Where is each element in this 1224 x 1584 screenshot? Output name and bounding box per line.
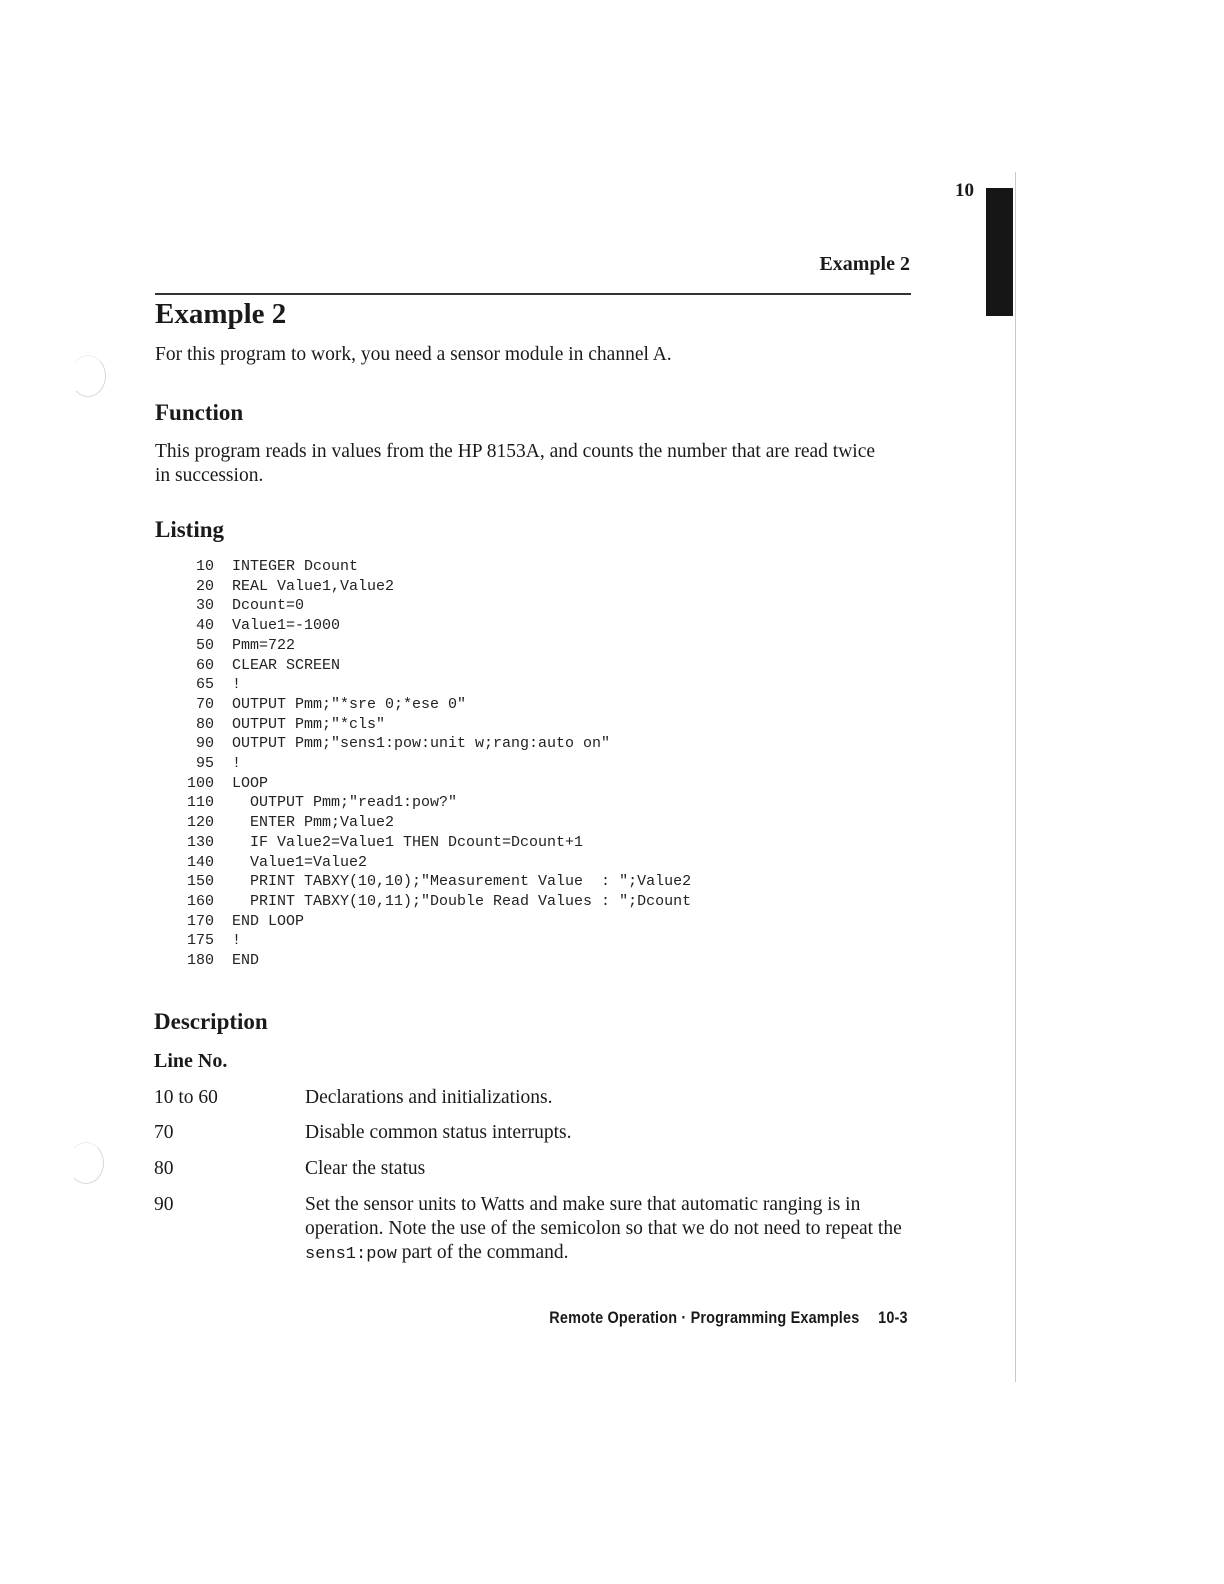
code-line-number: 110 [186,794,214,812]
code-line [170,715,691,735]
chapter-tab-marker [986,188,1013,316]
code-line [170,872,691,892]
binder-hole [70,355,106,397]
description-line-number: 70 [154,1122,174,1143]
code-line [170,616,691,636]
code-line-number: 120 [186,814,214,832]
description-heading: Description [154,1009,268,1034]
description-text-part: part of the command. [396,1242,569,1263]
code-line-number: 160 [186,892,214,910]
code-line [170,793,691,813]
code-line-number: 150 [186,873,214,891]
code-line [170,695,691,715]
code-line-text: CLEAR SCREEN [232,656,341,674]
description-text: Declarations and initializations. [305,1087,553,1108]
code-line-number: 80 [195,715,214,733]
code-line-number: 10 [195,558,214,575]
description-row [154,1193,914,1267]
code-line-number: 170 [186,912,214,930]
code-line [170,774,691,794]
line-number-column-heading: Line No. [154,1050,228,1072]
function-heading: Function [155,400,244,425]
code-line-text: REAL Value1,Value2 [232,577,395,595]
code-line-text: Value1=-1000 [232,617,341,635]
code-line [170,912,691,932]
description-text: Disable common status interrupts. [305,1122,572,1143]
footer-page-number: 10-3 [878,1308,908,1327]
code-line-number: 20 [195,577,214,595]
description-row [154,1157,914,1181]
code-line-text: ! [232,676,242,694]
description-row [154,1086,914,1110]
description-text: Clear the status [305,1158,426,1179]
code-line-text: Dcount=0 [232,597,305,615]
listing-heading: Listing [155,517,225,542]
code-line-number: 95 [195,755,214,773]
code-line-number: 175 [186,932,214,950]
code-line [170,596,691,616]
description-line-number: 90 [154,1194,174,1215]
code-line [170,675,691,695]
chapter-number: 10 [955,180,974,201]
code-line [170,754,691,774]
code-line-number: 90 [195,735,214,753]
code-line-text: IF Value2=Value1 THEN Dcount=Dcount+1 [232,833,584,851]
running-header: Example 2 [819,253,910,275]
page-title: Example 2 [155,298,287,330]
code-line-number: 140 [186,853,214,871]
code-line-text: OUTPUT Pmm;"*sre 0;*ese 0" [232,695,467,713]
code-line [170,892,691,912]
code-line [170,636,691,656]
code-line-number: 40 [195,617,214,635]
code-line [170,853,691,873]
code-line-text: OUTPUT Pmm;"*cls" [232,715,386,733]
code-line [170,951,691,971]
code-line-text: END [232,952,260,970]
code-line-number: 180 [186,952,214,970]
code-line-text: LOOP [232,774,269,792]
intro-paragraph: For this program to work, you need a sensor module in channel A. [155,344,672,365]
footer-section-title: Remote Operation · Programming Examples [549,1308,860,1327]
code-line-text: ! [232,932,242,950]
code-line [170,656,691,676]
code-line-text: ! [232,755,242,773]
inline-code: sens1:pow [305,1245,397,1264]
code-line-number: 60 [195,656,214,674]
code-line-text: PRINT TABXY(10,10);"Measurement Value : ";Value2 [232,873,692,891]
code-line-text: Value1=Value2 [232,853,368,871]
code-line [170,833,691,853]
code-line [170,931,691,951]
function-paragraph: This program reads in values from the HP 8153A, and counts the number that are read twice in succession. [155,441,876,486]
margin-line [1015,172,1016,1382]
code-line-text: OUTPUT Pmm;"read1:pow?" [232,794,458,812]
code-line-number: 70 [195,695,214,713]
code-listing [170,557,691,971]
code-line-number: 100 [186,774,214,792]
description-text-part: Set the sensor units to Watts and make sure that automatic ranging is in operation. Note the use of the semicolon so that we do not need to repeat the [305,1194,902,1239]
code-line [170,577,691,597]
code-line [170,813,691,833]
code-line-text: OUTPUT Pmm;"sens1:pow:unit w;rang:auto on" [232,735,611,753]
page-footer [550,1308,908,1328]
code-line-text: Pmm=722 [232,636,296,654]
code-line-number: 130 [186,833,214,851]
code-line [170,557,691,577]
code-line-text: PRINT TABXY(10,11);"Double Read Values : ";Dcount [232,892,692,910]
description-text [305,1193,905,1267]
header-rule [155,293,911,295]
description-line-number: 10 to 60 [154,1087,218,1108]
description-line-number: 80 [154,1158,174,1179]
code-line-text: END LOOP [232,912,305,930]
code-line-text: INTEGER Dcount [232,558,359,575]
code-line-number: 65 [195,676,214,694]
code-line-number: 30 [195,597,214,615]
binder-hole [68,1142,104,1184]
code-line [170,734,691,754]
code-line-text: ENTER Pmm;Value2 [232,814,395,832]
code-line-number: 50 [195,636,214,654]
description-row [154,1121,914,1145]
